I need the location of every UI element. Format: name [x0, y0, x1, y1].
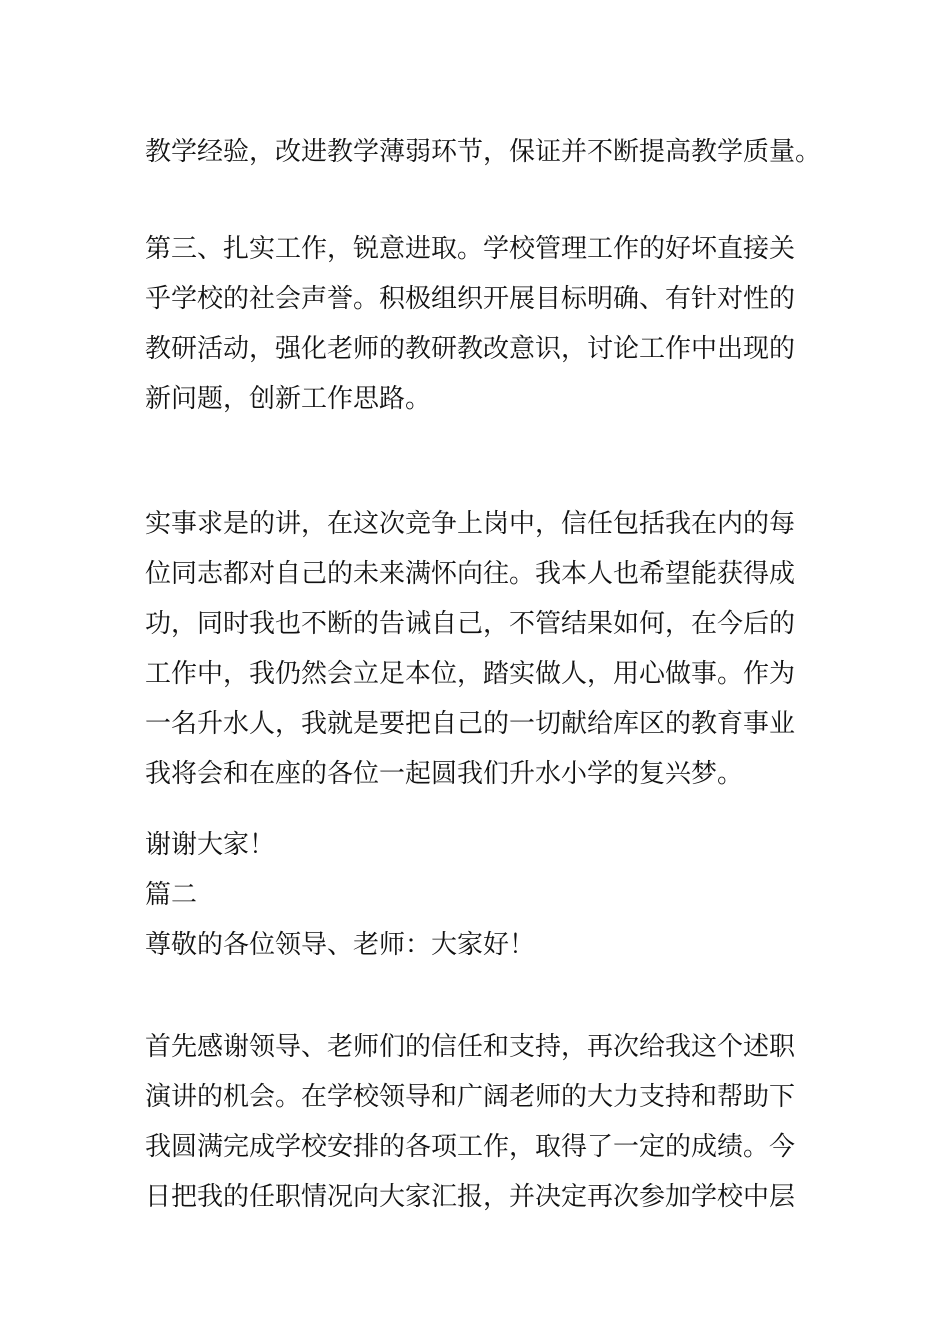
text-line: 位同志都对自己的未来满怀向往。我本人也希望能获得成: [145, 559, 796, 589]
text-line: 实事求是的讲，在这次竞争上岗中，信任包括我在内的每: [145, 509, 796, 539]
paragraph-third-point: [145, 224, 810, 424]
text-line: 教研活动，强化老师的教研教改意识，讨论工作中出现的: [145, 334, 796, 364]
text-line: 我将会和在座的各位一起圆我们升水小学的复兴梦。: [145, 759, 744, 789]
thanks-line: 谢谢大家！: [145, 830, 276, 860]
paragraph-thanks-support: [145, 1022, 810, 1222]
text-line: 新问题，创新工作思路。: [145, 384, 432, 414]
paragraph-competition: [145, 499, 810, 799]
text-line: 演讲的机会。在学校领导和广阔老师的大力支持和帮助下: [145, 1082, 796, 1112]
text-line: 第三、扎实工作，锐意进取。学校管理工作的好坏直接关: [145, 234, 796, 264]
paragraph-teaching-quality: [145, 127, 822, 177]
text-line: 日把我的任职情况向大家汇报，并决定再次参加学校中层: [145, 1182, 796, 1212]
text-line: 我圆满完成学校安排的各项工作，取得了一定的成绩。今: [145, 1132, 796, 1162]
text-line: 首先感谢领导、老师们的信任和支持，再次给我这个述职: [145, 1032, 796, 1062]
text-line: 教学经验，改进教学薄弱环节，保证并不断提高教学质量。: [145, 137, 822, 167]
greeting-line: 尊敬的各位领导、老师：大家好！: [145, 930, 536, 960]
section-heading: 篇二: [145, 880, 198, 910]
text-line: 功，同时我也不断的告诫自己，不管结果如何，在今后的: [145, 609, 796, 639]
text-line: 乎学校的社会声誉。积极组织开展目标明确、有针对性的: [145, 284, 796, 314]
text-line: 一名升水人，我就是要把自己的一切献给库区的教育事业: [145, 709, 796, 739]
text-line: 工作中，我仍然会立足本位，踏实做人，用心做事。作为: [145, 659, 796, 689]
closing-and-heading: [145, 820, 810, 970]
